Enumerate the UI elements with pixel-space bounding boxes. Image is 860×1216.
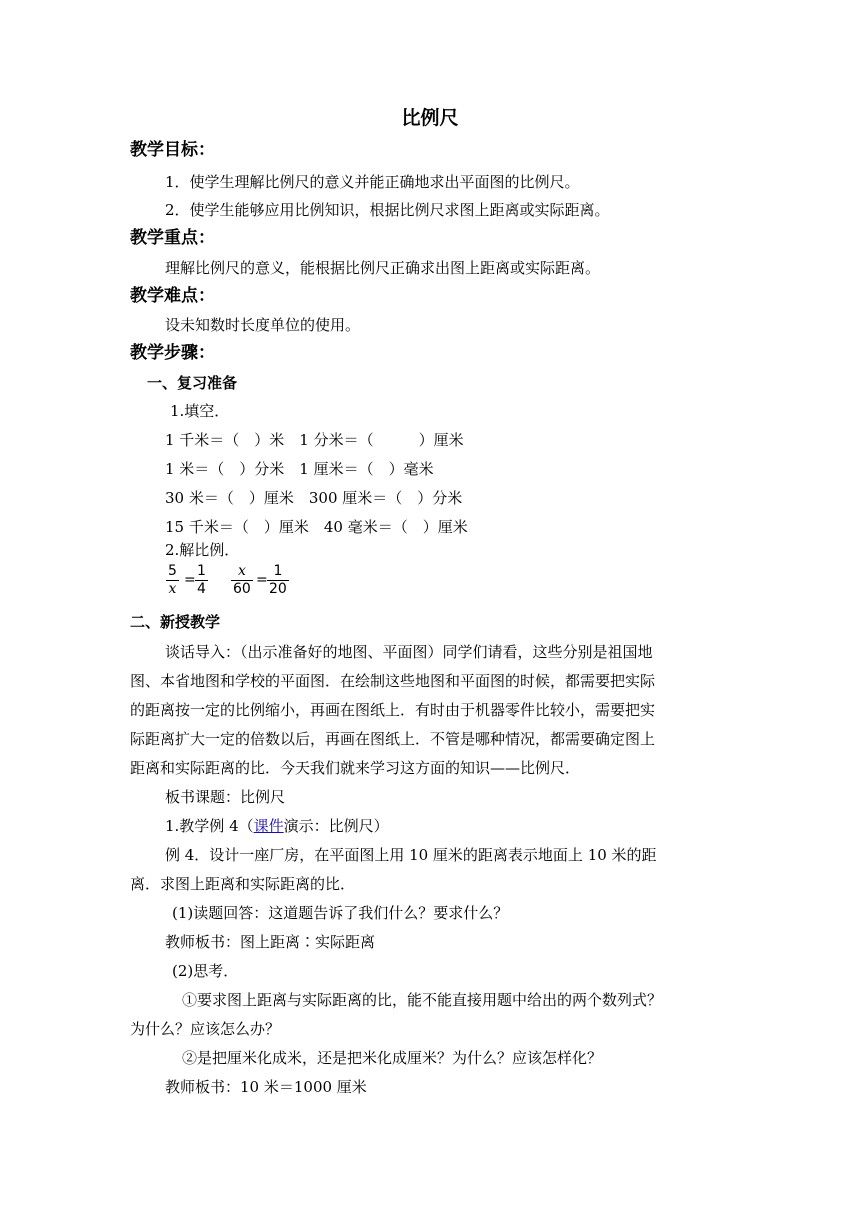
- difficulty-heading: 教学难点：: [130, 286, 215, 306]
- intro-line-1: 谈话导入：（出示准备好的地图、平面图）同学们请看，这些分别是祖国地: [165, 643, 653, 661]
- board-write-1: 教师板书：图上距离∶实际距离: [165, 933, 376, 951]
- fill-row-3: 30 米＝（ ）厘米 300 厘米＝（ ）分米: [165, 489, 463, 507]
- fraction-5-over-x: [166, 563, 179, 598]
- denominator: x: [168, 581, 177, 597]
- solve-label: 2.解比例．: [165, 541, 240, 559]
- think-1-line-2: 为什么？应该怎么办？: [130, 1020, 281, 1038]
- denominator: 4: [197, 581, 206, 597]
- fraction-1-over-20: [267, 563, 289, 598]
- example-line-2: 离．求图上距离和实际距离的比．: [130, 875, 356, 893]
- review-heading: 一、复习准备: [147, 374, 238, 392]
- fill-row-2: 1 米＝（ ）分米 1 厘米＝（ ）毫米: [165, 460, 434, 478]
- page-title: 比例尺: [401, 107, 459, 129]
- denominator: 20: [269, 581, 287, 597]
- question-1: (1)读题回答：这道题告诉了我们什么？要求什么？: [172, 904, 509, 922]
- fill-row-4: 15 千米＝（ ）厘米 40 毫米＝（ ）厘米: [165, 518, 468, 536]
- question-2: (2)思考．: [172, 962, 239, 980]
- new-teaching-heading: 二、新授教学: [130, 613, 221, 631]
- example-intro-prefix: 1.教学例 4（: [165, 817, 254, 835]
- focus-text: 理解比例尺的意义，能根据比例尺正确求出图上距离或实际距离。: [165, 259, 601, 277]
- think-2: ②是把厘米化成米，还是把米化成厘米？为什么？应该怎样化？: [182, 1049, 603, 1067]
- fraction-x-over-60: [231, 563, 253, 598]
- fill-row-1: 1 千米＝（ ）米 1 分米＝（ ）厘米: [165, 431, 464, 449]
- equals-sign: =: [256, 572, 268, 588]
- goal-1: 1．使学生理解比例尺的意义并能正确地求出平面图的比例尺。: [165, 173, 580, 191]
- difficulty-text: 设未知数时长度单位的使用。: [165, 316, 361, 334]
- intro-line-2: 图、本省地图和学校的平面图．在绘制这些地图和平面图的时候，都需要把实际: [130, 672, 656, 690]
- numerator: x: [237, 563, 246, 579]
- denominator: 60: [233, 581, 251, 597]
- goal-2: 2．使学生能够应用比例知识，根据比例尺求图上距离或实际距离。: [165, 201, 610, 219]
- example-line-1: 例 4．设计一座厂房，在平面图上用 10 厘米的距离表示地面上 10 米的距: [165, 846, 657, 864]
- numerator: 5: [168, 563, 177, 579]
- think-1-line-1: ①要求图上距离与实际距离的比，能不能直接用题中给出的两个数列式？: [182, 991, 663, 1009]
- intro-line-4: 际距离扩大一定的倍数以后，再画在图纸上．不管是哪种情况，都需要确定图上: [130, 730, 656, 748]
- fraction-1-over-4: [195, 563, 208, 598]
- example-intro: [165, 816, 389, 836]
- goals-heading: 教学目标：: [130, 140, 215, 160]
- intro-line-5: 距离和实际距离的比．今天我们就来学习这方面的知识——比例尺．: [130, 759, 581, 777]
- steps-heading: 教学步骤：: [130, 343, 215, 363]
- courseware-link[interactable]: 课件: [253, 817, 284, 835]
- numerator: 1: [273, 563, 283, 579]
- board-title: 板书课题：比例尺: [165, 788, 286, 806]
- numerator: 1: [197, 563, 206, 579]
- intro-line-3: 的距离按一定的比例缩小，再画在图纸上．有时由于机器零件比较小，需要把实: [130, 701, 656, 719]
- fill-label: 1.填空．: [170, 402, 230, 420]
- board-write-2: 教师板书：10 米＝1000 厘米: [165, 1078, 367, 1096]
- focus-heading: 教学重点：: [130, 228, 215, 248]
- equals-sign: =: [184, 572, 196, 588]
- example-intro-suffix: 演示：比例尺）: [283, 817, 389, 835]
